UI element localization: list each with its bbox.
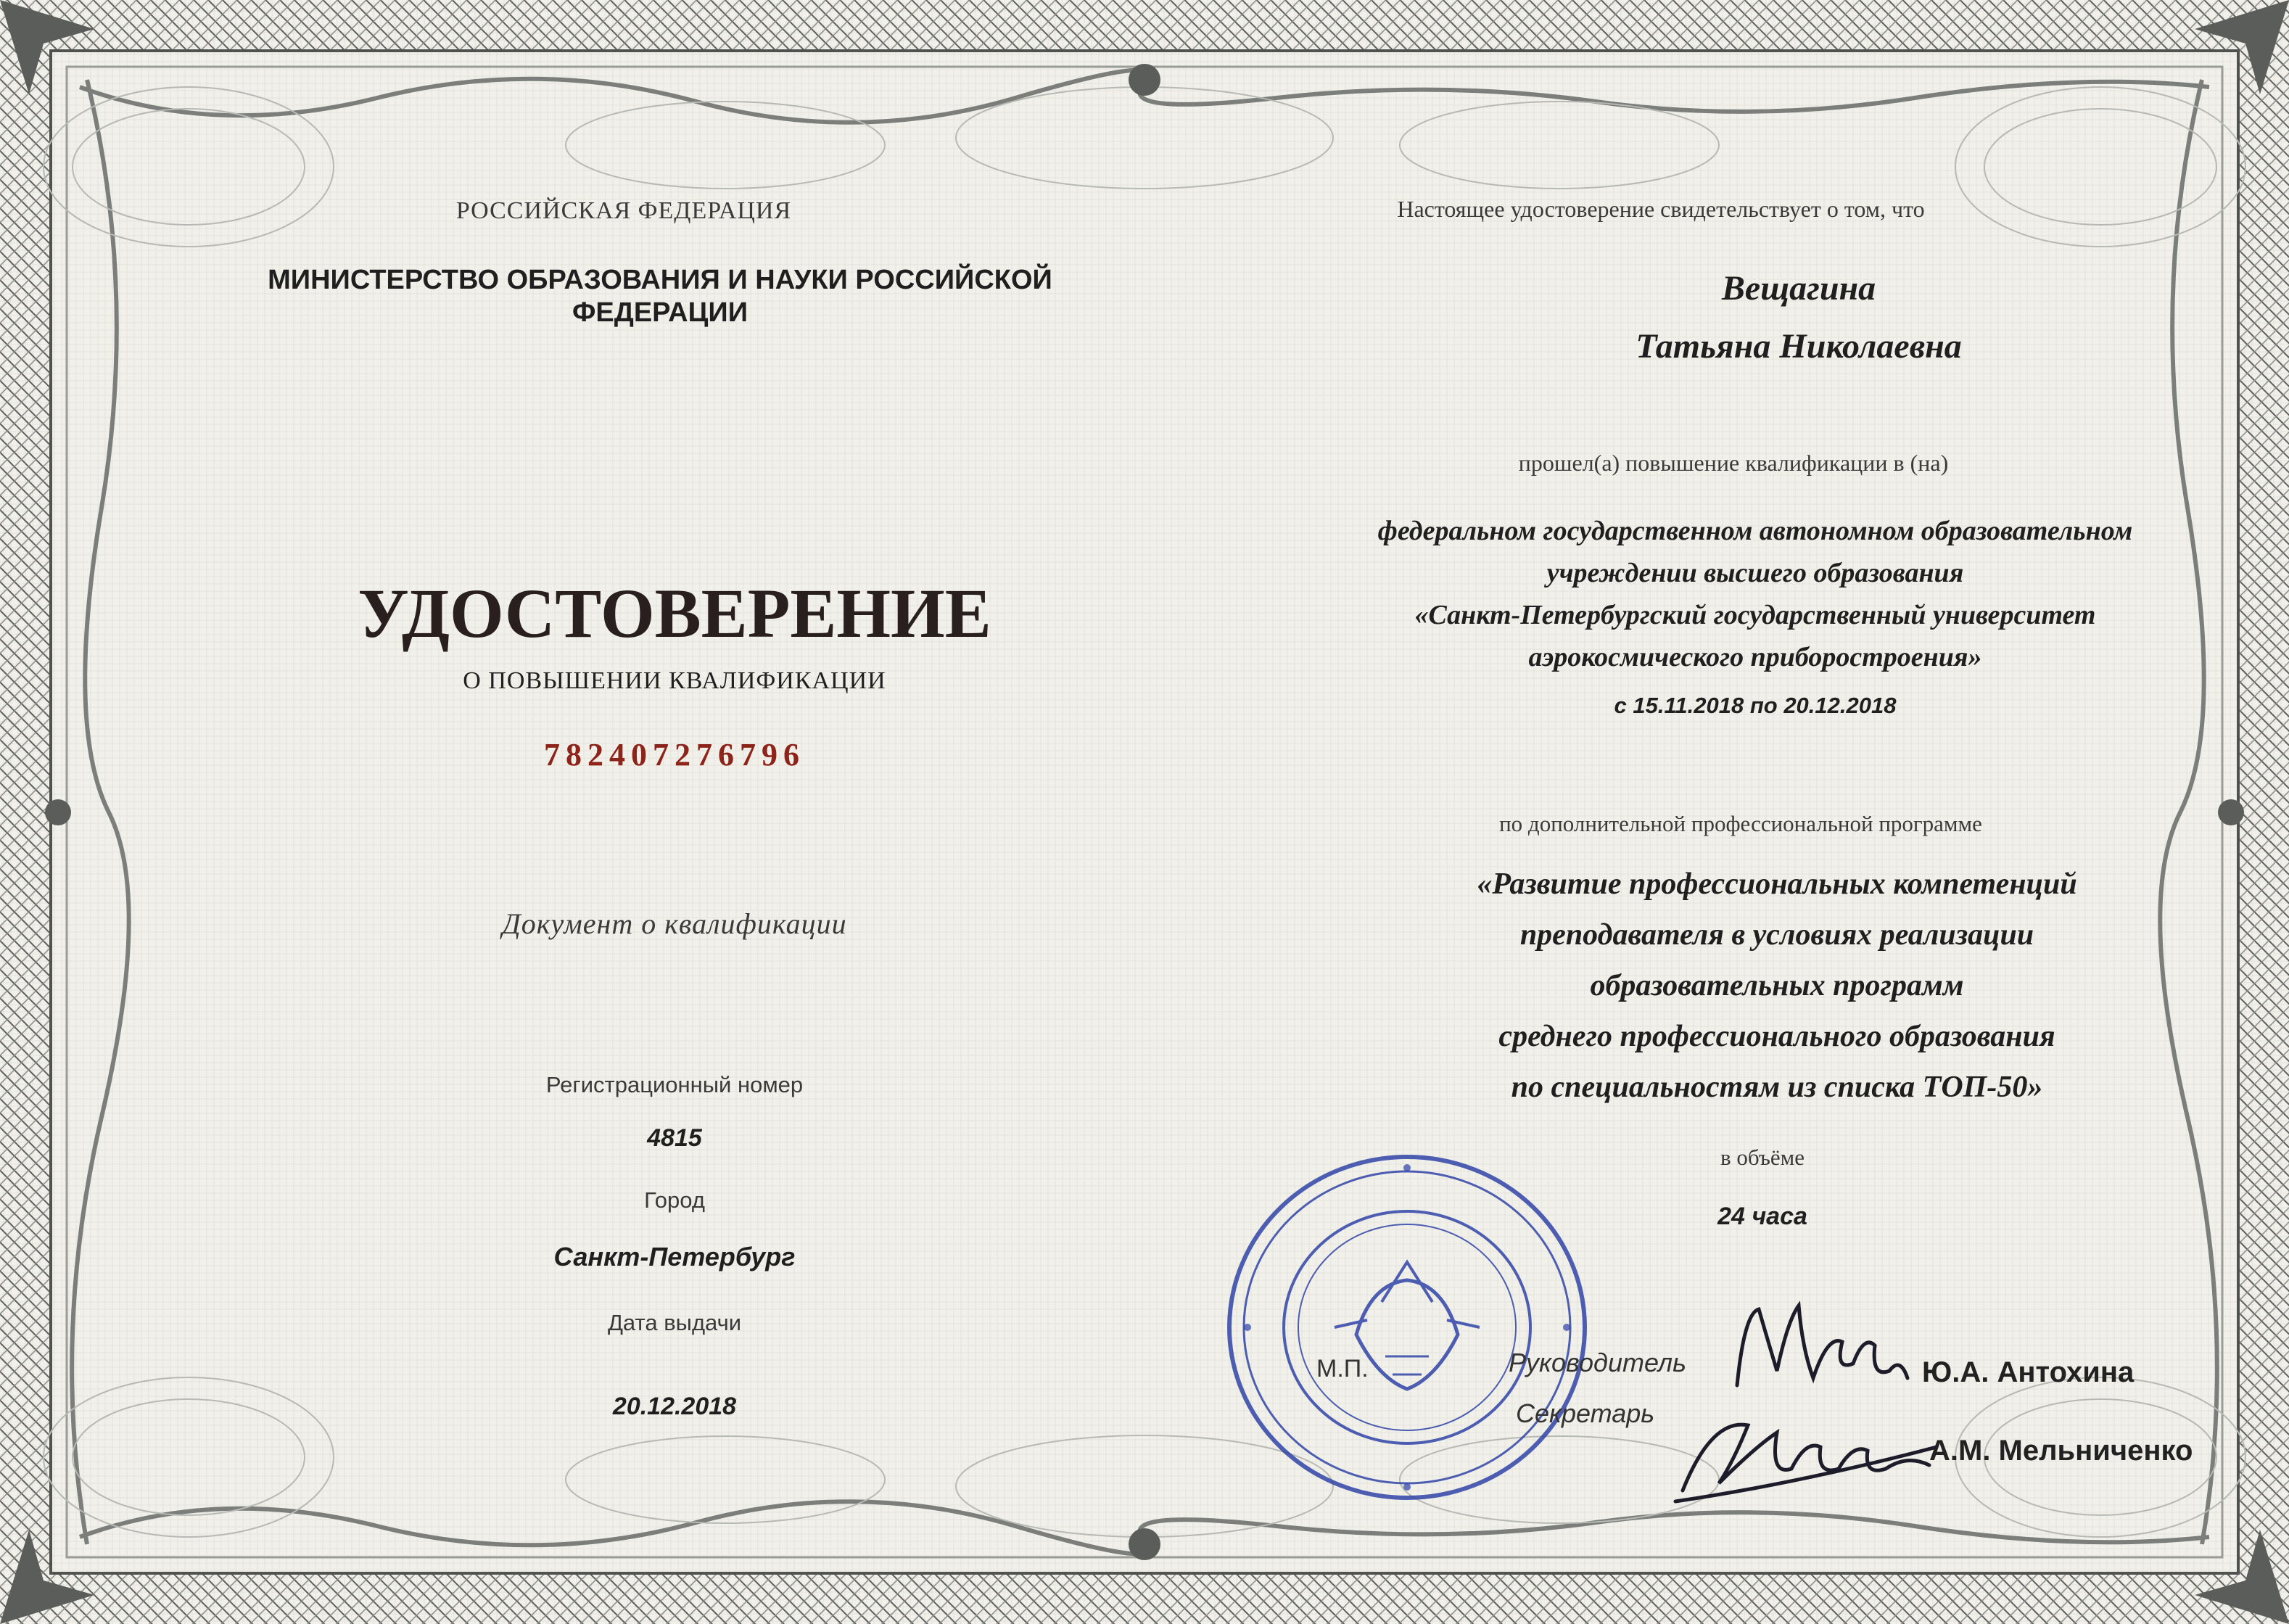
stamp-place-label: М.П.	[1316, 1355, 1369, 1382]
issue-date-label: Дата выдачи	[607, 1310, 742, 1335]
intro-text: Настоящее удостоверение свидетельствует о том, что	[1397, 196, 1925, 222]
city-value: Санкт-Петербург	[553, 1242, 796, 1271]
head-label: Руководитель	[1509, 1348, 1687, 1377]
training-period: с 15.11.2018 по 20.12.2018	[1614, 693, 1897, 718]
issue-date-value: 20.12.2018	[612, 1393, 737, 1420]
program-line-3: образовательных программ	[1590, 969, 1964, 1002]
ministry-line-1: МИНИСТЕРСТВО ОБРАЗОВАНИЯ И НАУКИ РОССИЙСКОЙ	[268, 265, 1052, 295]
registration-number: 4815	[647, 1124, 702, 1152]
program-label: по дополнительной профессиональной программе	[1499, 811, 1982, 836]
program-line-2: преподавателя в условиях реализации	[1519, 918, 2034, 952]
volume-value: 24 часа	[1717, 1203, 1807, 1230]
secretary-label: Секретарь	[1516, 1398, 1655, 1428]
program-line-5: по специальностям из списка ТОП-50»	[1511, 1071, 2043, 1104]
institution-line-2: учреждении высшего образования	[1546, 558, 1964, 588]
passed-text: прошел(а) повышение квалификации в (на)	[1518, 450, 1949, 476]
secretary-name: А.М. Мельниченко	[1929, 1435, 2193, 1467]
institution-line-1: федеральном государственном автономном образовательном	[1377, 516, 2133, 546]
document-type: Документ о квалификации	[502, 907, 847, 940]
institution-line-3: «Санкт-Петербургский государственный университет	[1414, 600, 2096, 630]
institution-line-4: аэрокосмического приборостроения»	[1528, 642, 1982, 672]
head-name: Ю.А. Антохина	[1922, 1356, 2135, 1388]
country-heading: РОССИЙСКАЯ ФЕДЕРАЦИЯ	[455, 197, 792, 224]
city-label: Город	[644, 1187, 705, 1213]
head-signature	[1726, 1291, 1915, 1400]
program-line-1: «Развитие профессиональных компетенций	[1477, 867, 2077, 901]
volume-label: в объёме	[1720, 1145, 1805, 1170]
document-subtitle: О ПОВЫШЕНИИ КВАЛИФИКАЦИИ	[463, 667, 886, 694]
official-seal	[1218, 1146, 1596, 1509]
serial-number: 782407276796	[544, 737, 805, 772]
program-line-4: среднего профессионального образования	[1498, 1020, 2055, 1053]
recipient-surname: Вещагина	[1721, 269, 1876, 308]
ministry-line-2: ФЕДЕРАЦИИ	[572, 297, 748, 328]
document-title: УДОСТОВЕРЕНИЕ	[358, 574, 991, 652]
registration-label: Регистрационный номер	[545, 1072, 804, 1097]
secretary-signature	[1668, 1404, 1944, 1512]
recipient-given-names: Татьяна Николаевна	[1636, 327, 1962, 366]
